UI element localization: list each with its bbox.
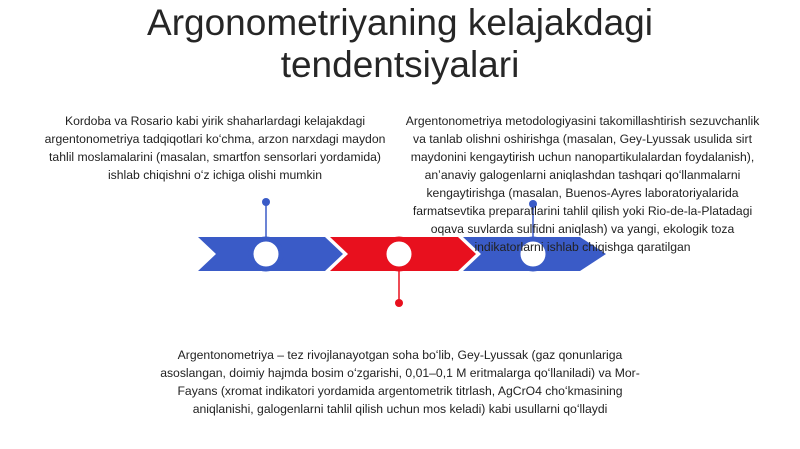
connector-dot-2	[395, 299, 403, 307]
text-block-bottom: Argentonometriya – tez rivojlanayotgan soha boʻlib, Gey-Lyussak (gaz qonunlariga asoslangan, doimiy hajmda bosim oʻzgarishi, 0,01–0,1 M eritmalarga qoʻllaniladi) va Mor-Fayans (xromat indikatori yordamida argentometrik titrlash, AgCrO4 choʻkmasining aniqlanishi, galogenlarni tahlil qilish uchun mos keladi) kabi usullarni qoʻllaydi	[160, 348, 640, 416]
connector-dot-1	[262, 198, 270, 206]
text-block-right: Argentonometriya metodologiyasini takomillashtirish sezuvchanlik va tanlab olishni oshirishga (masalan, Gey-Lyussak usulida sirt maydonini kengaytirish uchun nanopartikulalardan foydalanish), anʼanaviy galogenlarni aniqlashdan tashqari qoʻllanmalarni kengaytirishga (masalan, Buenos-Ayres laboratoriyalarida farmatsevtika preparatlarini tahlil qilish yoki Rio-de-la-Platadagi oqava suvlarda sulfidni aniqlash) va yangi, ekologik toza indikatorlarni ishlab chiqishga qaratilgan	[405, 114, 760, 254]
slide-title: Argonometriyaning kelajakdagi tendentsiyalari	[147, 2, 653, 85]
text-block-left: Kordoba va Rosario kabi yirik shaharlardagi kelajakdagi argentonometriya tadqiqotlari koʻchma, arzon narxdagi maydon tahlil moslamalarini (masalan, smartfon sensorlari yordamida) ishlab chiqishni oʻz ichiga olishi mumkin	[44, 114, 386, 182]
milestone-circle-1	[251, 239, 281, 269]
